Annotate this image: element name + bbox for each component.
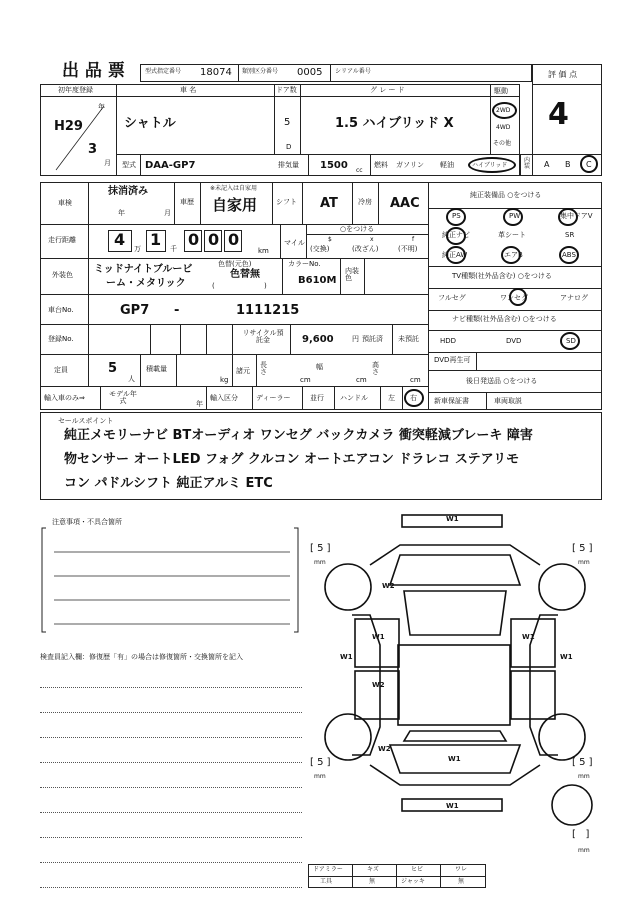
import-class-label: 輸入区分 xyxy=(210,394,238,402)
navi-title: ナビ種類(社外品含む) ○をつける xyxy=(452,315,557,323)
width-unit: cm xyxy=(356,376,367,384)
capacity-unit: 人 xyxy=(128,375,135,383)
interior-a: A xyxy=(544,160,550,169)
capacity-value: 5 xyxy=(108,361,118,376)
car-name-label: 車 名 xyxy=(180,86,197,94)
model-label: 型式 xyxy=(122,161,136,169)
handle-right: 右 xyxy=(410,394,417,402)
tv-title: TV種類(社外品含む) ○をつける xyxy=(452,272,552,280)
notes-bracket xyxy=(40,524,305,636)
shift-value: AT xyxy=(320,196,338,211)
recycle-unpaid: 未預託 xyxy=(398,335,419,343)
interior-label: 内装 xyxy=(524,157,531,170)
length-unit: cm xyxy=(300,376,311,384)
history-value: 自家用 xyxy=(212,196,258,214)
equip-pw: PW xyxy=(509,212,521,220)
recycle-paid: 預託済 xyxy=(362,335,383,343)
form-title: 出 品 票 xyxy=(62,61,125,81)
fuel-label: 燃料 xyxy=(374,161,388,169)
drive-2wd-circle xyxy=(492,102,517,119)
class-no-value: 0005 xyxy=(297,67,323,78)
mileage-digit-1: 4 xyxy=(114,230,126,249)
ac-value: AAC xyxy=(390,196,420,211)
history-label: 車歴 xyxy=(180,198,194,206)
notes-label: 注意事項・不具合箇所 xyxy=(52,518,122,526)
shift-label: シフト xyxy=(276,198,297,206)
repaint-paren-close: ) xyxy=(264,282,267,290)
displacement-value: 1500 xyxy=(320,160,348,171)
first-reg-year: H29 xyxy=(54,119,83,134)
class-no-label: 類別区分番号 xyxy=(242,68,279,75)
mark-front-bumper: W1 xyxy=(446,515,459,523)
interior-b: B xyxy=(565,160,571,169)
fuel-gasoline: ガソリン xyxy=(396,161,424,169)
dvd-playback: DVD再生可 xyxy=(434,356,471,364)
height-unit: cm xyxy=(410,376,421,384)
inspection-month-unit: 月 xyxy=(164,209,171,217)
width-label: 幅 xyxy=(316,363,323,371)
recycle-yen: 円 xyxy=(352,335,359,343)
import-label: 輸入車のみ⇒ xyxy=(44,394,85,402)
navi-hdd: HDD xyxy=(440,337,457,345)
dim-label: 諸元 xyxy=(236,367,250,375)
door-label: ドア数 xyxy=(276,86,297,94)
type-no-label: 型式指定番号 xyxy=(145,68,182,75)
mark-right-front-door: W1 xyxy=(522,633,535,641)
tread-rear-right: [ 5 ] xyxy=(572,757,593,768)
color-label: 外装色 xyxy=(52,271,73,279)
evaluation-label: 評 価 点 xyxy=(548,70,578,79)
tread-spare: [ ] xyxy=(572,829,590,840)
recycle-label: リサイクル預託金 xyxy=(242,329,284,344)
mileage-digit-5: 0 xyxy=(228,230,240,249)
first-reg-month: 3 xyxy=(88,142,98,157)
repaint-label: 色替(元色) xyxy=(218,260,252,268)
tread-front-right-unit: mm xyxy=(578,559,590,566)
handle-label: ハンドル xyxy=(340,394,368,402)
year-unit: 年 xyxy=(98,103,105,111)
displacement-unit: cc xyxy=(356,167,363,174)
later-title: 後日発送品 ○をつける xyxy=(466,377,538,385)
sales-line-3: コン パドルシフト 純正アルミ ETC xyxy=(64,476,273,491)
model-year-label: モデル年式 xyxy=(109,390,137,405)
repaint-value: 色替無 xyxy=(230,269,260,280)
import-dealer: ディーラー xyxy=(256,394,291,402)
first-reg-label: 初年度登録 xyxy=(58,86,93,94)
door-suffix: D xyxy=(286,143,292,151)
capacity-label: 定員 xyxy=(54,366,68,374)
mileage-thousand: 千 xyxy=(170,245,177,253)
length-label: 長さ xyxy=(260,361,267,376)
equip-central-lock: 集中ドアV xyxy=(560,212,593,220)
tread-front-left: [ 5 ] xyxy=(310,543,331,554)
mile-label: マイル xyxy=(284,239,305,247)
tread-front-right: [ 5 ] xyxy=(572,543,593,554)
interior-color-label: 内装色 xyxy=(345,267,359,282)
inspection-label: 車検 xyxy=(58,199,72,207)
mileage-digit-3: 0 xyxy=(188,230,200,249)
mileage-opt1-sym: $ xyxy=(328,236,332,243)
tv-fullseg: フルセグ xyxy=(438,294,466,302)
car-damage-diagram xyxy=(300,505,610,865)
accessory-tools: 工具 xyxy=(320,878,333,885)
accessory-mirror: ドアミラー xyxy=(313,866,343,873)
tread-front-left-unit: mm xyxy=(314,559,326,566)
model-value: DAA-GP7 xyxy=(145,160,196,171)
accessory-crack: ヒビ xyxy=(411,866,424,873)
sales-line-1: 純正メモリーナビ BTオーディオ ワンセグ バックカメラ 衝突軽減ブレーキ 障害 xyxy=(64,428,533,443)
drive-4wd: 4WD xyxy=(496,124,511,131)
color-code-label: カラーNo. xyxy=(288,260,321,268)
mileage-opt2-sym: x xyxy=(370,236,374,243)
sales-line-2: 物センサー オートLED フォグ クルコン オートエアコン ドラレコ ステアリモ xyxy=(64,452,520,467)
grade-label: グ レ ー ド xyxy=(370,86,405,94)
accessory-break: ワレ xyxy=(455,866,468,873)
history-note: ※未記入は自家用 xyxy=(210,185,258,192)
handle-right-circle xyxy=(404,389,424,407)
equip-leather: 革シート xyxy=(498,231,526,239)
mileage-label: 走行距離 xyxy=(48,236,76,244)
chassis-number: 1111215 xyxy=(236,303,300,318)
mark-left-rear-fender: W2 xyxy=(378,745,391,753)
mileage-opt3-sym: f xyxy=(412,236,415,243)
fuel-hybrid: ハイブリッド xyxy=(472,162,508,169)
inspection-year-unit: 年 xyxy=(118,209,125,217)
mark-trunk: W1 xyxy=(448,755,461,763)
color-code: B610M xyxy=(298,275,337,286)
mark-rear-bumper: W1 xyxy=(446,802,459,810)
repaint-paren-open: ( xyxy=(212,282,215,290)
mileage-digit-4: 0 xyxy=(208,230,220,249)
tread-rear-left-unit: mm xyxy=(314,773,326,780)
import-parallel: 並行 xyxy=(310,394,324,402)
type-no-value: 18074 xyxy=(200,67,232,78)
equipment-title: 純正装備品 ○をつける xyxy=(470,191,542,199)
later-warranty: 新車保証書 xyxy=(434,397,469,405)
reg-label: 登録No. xyxy=(48,335,74,343)
first-reg-slash xyxy=(50,100,112,174)
fuel-diesel: 軽油 xyxy=(440,161,454,169)
mark-left-rear-door: W2 xyxy=(372,681,385,689)
displacement-label: 排気量 xyxy=(278,161,299,169)
navi-dvd: DVD xyxy=(506,337,522,345)
navi-sd: SD xyxy=(566,337,576,345)
tread-rear-right-unit: mm xyxy=(578,773,590,780)
mileage-opt2: (改ざん) xyxy=(352,245,379,253)
mark-left-front-door: W1 xyxy=(372,633,385,641)
load-unit: kg xyxy=(220,376,229,384)
drive-2wd: 2WD xyxy=(496,107,511,114)
evaluation-score: 4 xyxy=(548,97,569,132)
mileage-opt3: (不明) xyxy=(398,245,418,253)
grade-value: 1.5 ハイブリッド X xyxy=(335,116,454,131)
ac-label: 冷房 xyxy=(358,198,372,206)
tv-oneseg: ワンセグ xyxy=(500,294,528,302)
color-value-2: ーム・メタリック xyxy=(106,278,186,289)
drive-label: 駆動 xyxy=(494,87,508,95)
chassis-dash: - xyxy=(174,303,180,318)
door-count: 5 xyxy=(284,117,291,128)
equip-airbag: エアB xyxy=(504,251,523,259)
inspection-value: 抹消済み xyxy=(108,186,148,197)
car-name: シャトル xyxy=(124,116,176,131)
mileage-man: 万 xyxy=(134,245,141,253)
accessory-jack-value: 無 xyxy=(458,878,465,885)
model-year-unit: 年 xyxy=(196,400,203,408)
later-manual: 車両取説 xyxy=(494,397,522,405)
mark-left-side: W1 xyxy=(340,653,353,661)
drive-other: その他 xyxy=(493,140,512,147)
recycle-value: 9,600 xyxy=(302,334,334,345)
load-label: 積載量 xyxy=(146,365,167,373)
equip-navi: 純正ナビ xyxy=(442,231,470,239)
mileage-circle-label: ○をつける xyxy=(340,225,375,233)
equip-abs: ABS xyxy=(562,251,576,259)
mark-left-front-fender: W2 xyxy=(382,582,395,590)
serial-no-label: シリアル番号 xyxy=(335,68,371,75)
mileage-opt1: (交換) xyxy=(310,245,330,253)
month-unit: 月 xyxy=(104,159,111,167)
accessory-scratch: キズ xyxy=(367,866,379,873)
fuel-hybrid-circle xyxy=(468,157,516,173)
accessory-jack: ジャッキ xyxy=(401,878,425,885)
chassis-prefix: GP7 xyxy=(120,303,150,318)
interior-c: C xyxy=(586,160,592,169)
interior-c-circle xyxy=(580,155,598,173)
mileage-digit-2: 1 xyxy=(150,230,162,249)
equip-aw: 純正AW xyxy=(442,251,468,259)
color-value-1: ミッドナイトブルービ xyxy=(94,264,193,275)
height-label: 高さ xyxy=(372,361,379,376)
tread-rear-left: [ 5 ] xyxy=(310,757,331,768)
tread-spare-unit: mm xyxy=(578,847,590,854)
mark-right-side: W1 xyxy=(560,653,573,661)
chassis-label: 車台No. xyxy=(48,306,74,314)
inspector-note: 検査員記入欄：修復歴「有」の場合は修復箇所・交換箇所を記入 xyxy=(40,653,243,661)
equip-sr: SR xyxy=(565,231,575,239)
equip-ps: PS xyxy=(452,212,461,220)
handle-left: 左 xyxy=(388,394,395,402)
accessory-tools-value: 無 xyxy=(369,878,376,885)
sales-label: セールスポイント xyxy=(58,417,114,425)
tv-analog: アナログ xyxy=(560,294,588,302)
mileage-km: km xyxy=(258,247,269,255)
